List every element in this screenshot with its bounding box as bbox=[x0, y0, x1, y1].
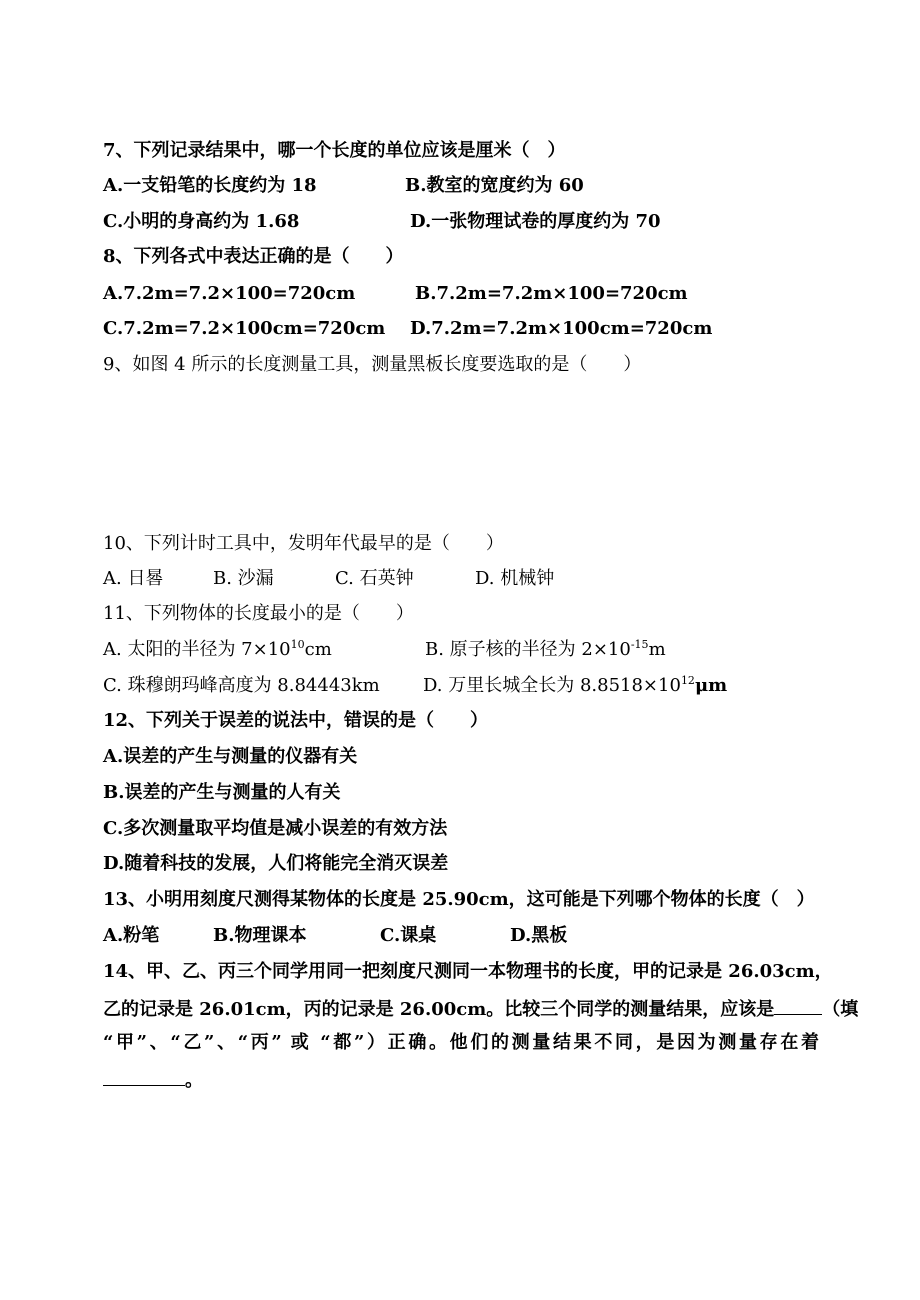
q8-option-b: B.7.2m=7.2m×100=720cm bbox=[415, 283, 688, 304]
q8-option-d: D.7.2m=7.2m×100cm=720cm bbox=[410, 318, 713, 339]
q12-stem: 12、下列关于误差的说法中，错误的是（ ） bbox=[103, 710, 489, 731]
q7-option-b: B.教室的宽度约为 60 bbox=[405, 175, 584, 196]
q7-stem: 7、下列记录结果中，哪一个长度的单位应该是厘米（ ） bbox=[103, 140, 566, 161]
q10-option-c: C. 石英钟 bbox=[335, 568, 414, 589]
q13-option-b: B.物理课本 bbox=[213, 925, 307, 946]
q11-option-d: D. 万里长城全长为 $8.8518\times 10^{12}\mu m$ bbox=[423, 674, 728, 696]
q10-option-b: B. 沙漏 bbox=[213, 568, 274, 589]
q10-option-a: A. 日晷 bbox=[103, 568, 164, 589]
q8-option-a: A.7.2m=7.2×100=720cm bbox=[103, 283, 356, 304]
answer-blank-2 bbox=[103, 1067, 185, 1086]
q7-option-a: A.一支铅笔的长度约为 18 bbox=[103, 175, 317, 196]
q13-option-c: C.课桌 bbox=[380, 925, 437, 946]
q7-option-c: C.小明的身高约为 1.68 bbox=[103, 211, 300, 232]
q7-option-d: D.一张物理试卷的厚度约为 70 bbox=[410, 211, 661, 232]
q12-option-a: A.误差的产生与测量的仪器有关 bbox=[103, 746, 358, 767]
q11-option-a: A. 太阳的半径为 $7\times 10^{10}cm$ bbox=[103, 638, 332, 660]
q8-option-c: C.7.2m=7.2×100cm=720cm bbox=[103, 318, 386, 339]
q12-option-d: D.随着科技的发展，人们将能完全消灭误差 bbox=[103, 853, 449, 874]
q10-option-d: D. 机械钟 bbox=[475, 568, 555, 589]
q9-stem: 9、如图 4 所示的长度测量工具，测量黑板长度要选取的是（ ） bbox=[103, 354, 642, 375]
q13-option-d: D.黑板 bbox=[510, 925, 568, 946]
q14-line-2: 乙的记录是 26.01cm，丙的记录是 26.00cm。比较三个同学的测量结果，应该是 （填 bbox=[103, 996, 858, 1020]
q14-line-1: 14、甲、乙、丙三个同学用同一把刻度尺测同一本物理书的长度，甲的记录是 26.03cm， bbox=[103, 961, 833, 982]
q14-line-3: “甲”、“乙”、“丙” 或 “都”）正确。他们的测量结果不同，是因为测量存在着 bbox=[103, 1032, 819, 1053]
q12-option-b: B.误差的产生与测量的人有关 bbox=[103, 782, 341, 803]
q11-option-b: B. 原子核的半径为 $2\times 10^{-15}m$ bbox=[425, 638, 666, 660]
q11-option-c: C. 珠穆朗玛峰高度为 8.84443km bbox=[103, 675, 380, 696]
q12-option-c: C.多次测量取平均值是减小误差的有效方法 bbox=[103, 818, 448, 839]
q10-stem: 10、下列计时工具中，发明年代最早的是（ ） bbox=[103, 533, 504, 554]
q14-line-4: 。 bbox=[103, 1067, 203, 1091]
q11-stem: 11、下列物体的长度最小的是（ ） bbox=[103, 603, 414, 624]
q13-option-a: A.粉笔 bbox=[103, 925, 160, 946]
q8-stem: 8、下列各式中表达正确的是（ ） bbox=[103, 246, 404, 267]
answer-blank-1 bbox=[774, 996, 822, 1015]
q13-stem: 13、小明用刻度尺测得某物体的长度是 25.90cm，这可能是下列哪个物体的长度（ ） bbox=[103, 889, 815, 910]
